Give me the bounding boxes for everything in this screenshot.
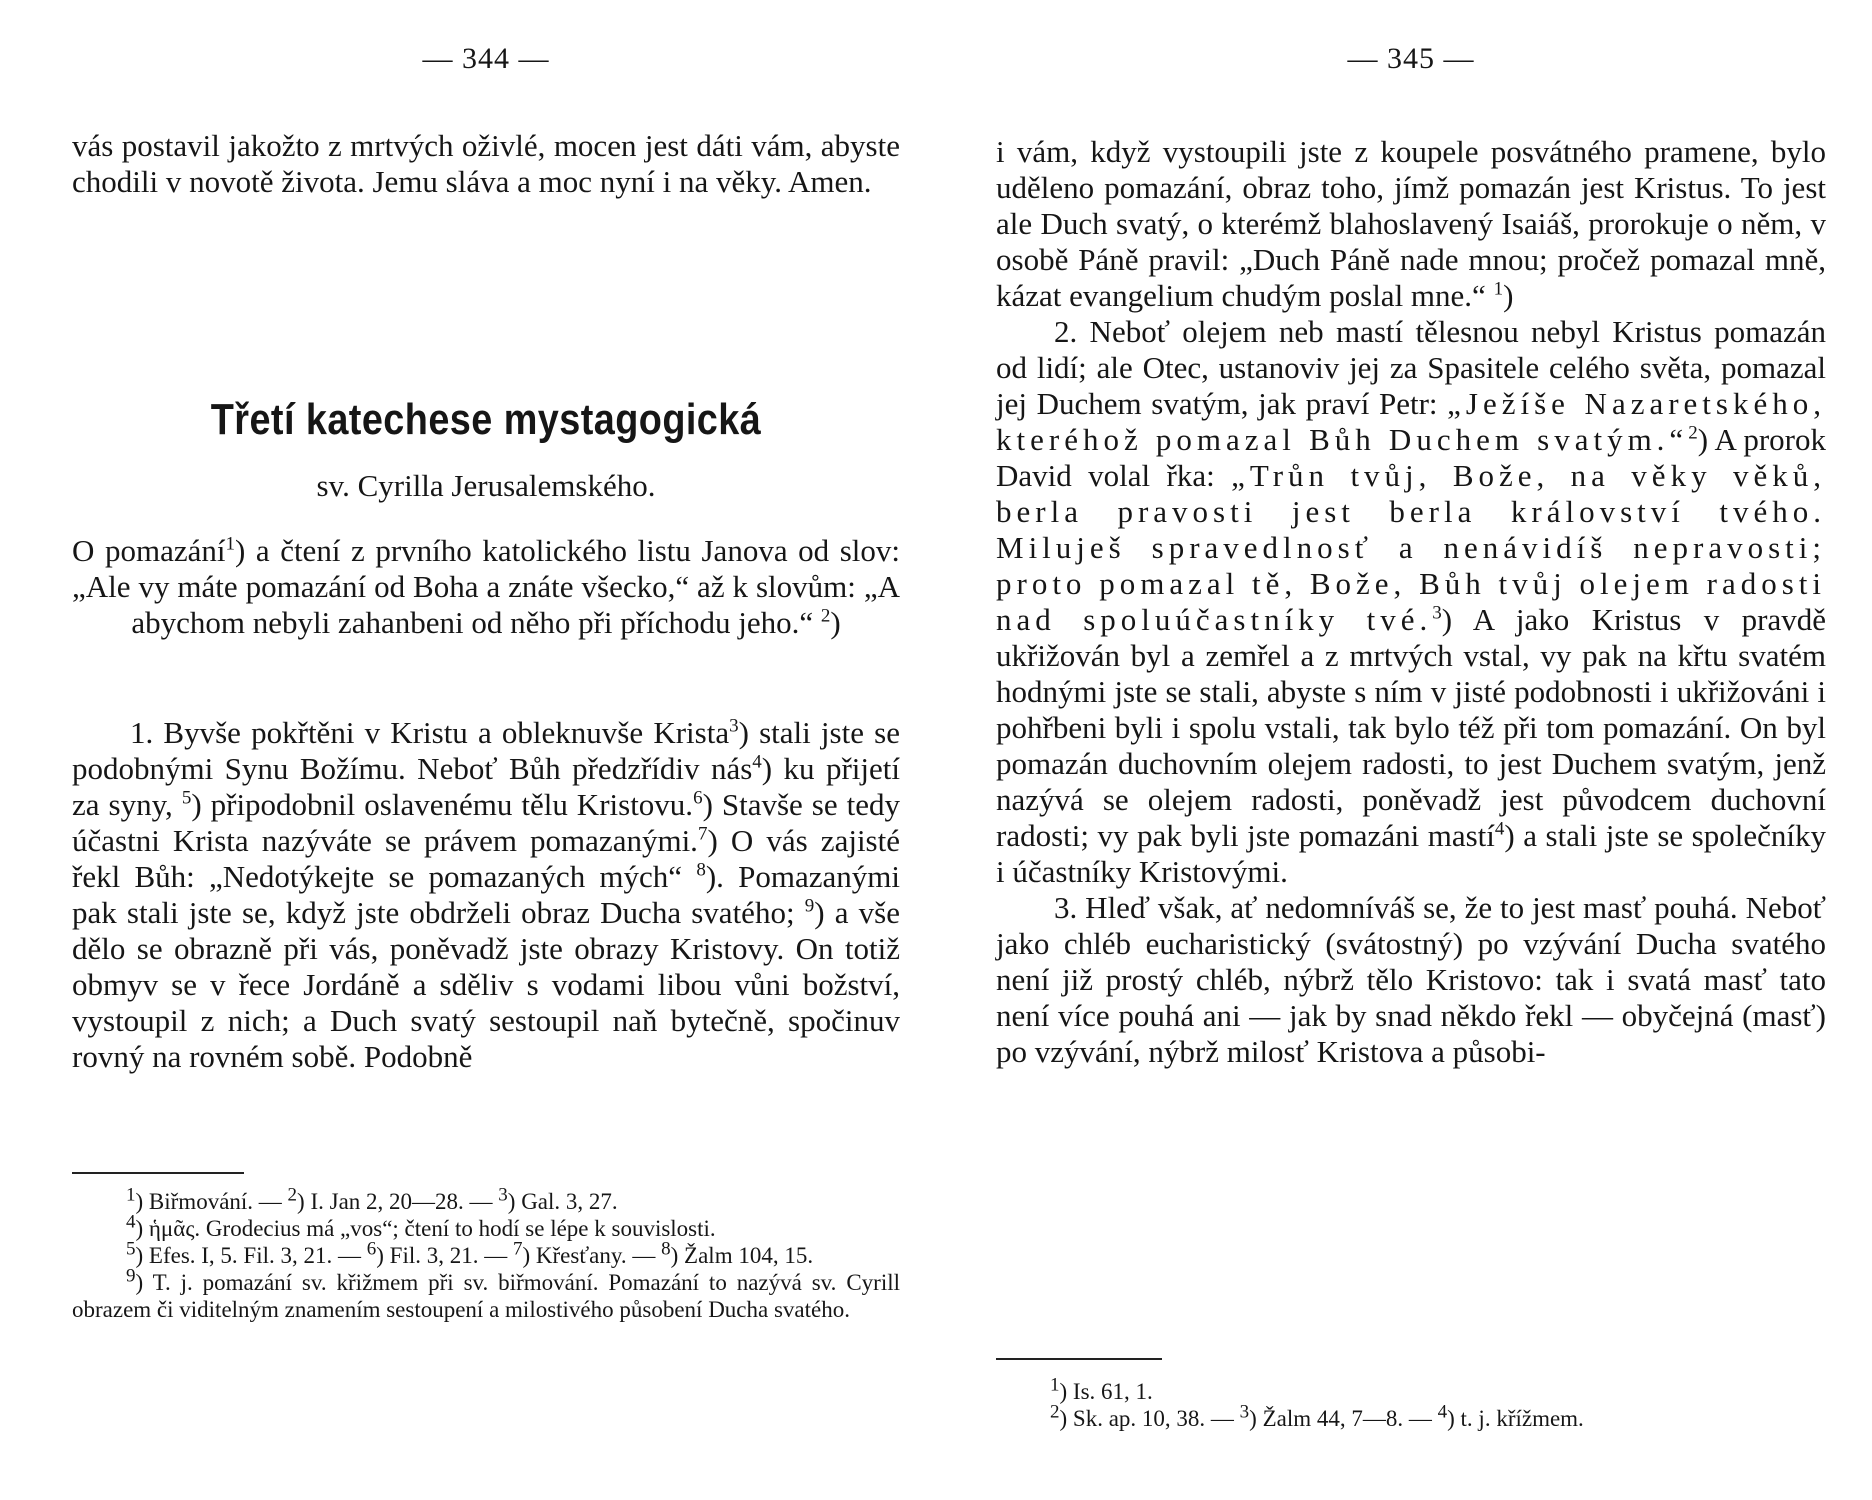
footnote-ref: 1 bbox=[1493, 278, 1504, 300]
page-number-left: — 344 — bbox=[422, 42, 550, 75]
footnote-text: ) t. j. křížmem. bbox=[1447, 1406, 1584, 1431]
footnote-text: ) Biřmování. — bbox=[135, 1189, 288, 1214]
p1-text-h: ) a vše dělo se obrazně při vás, poněvadž jste obrazy Kristovy. On totiž obmyv se v řece Jordáně a sděliv s vodami libou vůni božství, vystoupil z nich; a Duch svatý sestoupil naň bytečně, spočinuv rovný na rovném sobě. Podobně bbox=[72, 895, 900, 1074]
footnote-text: ) Sk. ap. 10, 38. — bbox=[1059, 1406, 1240, 1431]
footnote-ref: 4 bbox=[752, 751, 762, 773]
summary-text-a: O pomazání bbox=[72, 533, 226, 568]
footnote-ref: 8 bbox=[696, 859, 706, 881]
footnote-text: ) ἡμᾶς. Grodecius má „vos“; čtení to hodí se lépe k souvislosti. bbox=[135, 1216, 716, 1241]
footnote-marker: 9 bbox=[126, 1265, 136, 1287]
intro-paragraph bbox=[72, 128, 900, 200]
footnote-ref: 9 bbox=[804, 895, 815, 917]
footnote-marker: 8 bbox=[661, 1238, 671, 1260]
paragraph-3: 3. Hleď však, ať nedomníváš se, že to jest masť pouhá. Neboť jako chléb eucharistický (svátostný) po vzývání Ducha svatého není již prostý chléb, nýbrž tělo Kristovo: tak i svatá masť tato není více pouhá ani — jak by snad někdo řekl — obyčejná (masť) po vzývání, nýbrž milosť Kristova a působi- bbox=[996, 890, 1826, 1069]
paragraph-2 bbox=[996, 314, 1826, 890]
footnote-text: ) Gal. 3, 27. bbox=[507, 1189, 618, 1214]
summary-text-b: ) a čtení z prvního katolického listu Janova od slov: „Ale vy máte pomazání od Boha a znáte všecko,“ až k slovům: „A abychom nebyli zahanbeni od něho při příchodu jeho.“ bbox=[72, 533, 901, 640]
footnote-divider bbox=[72, 1172, 244, 1174]
p2-text-a: 2. Neboť olejem neb mastí tělesnou nebyl Kristus pomazán od lidí; ale Otec, ustanoviv jej za Spasitele celého světa, pomazal jej Duchem svatým, jak praví Petr: bbox=[996, 314, 1826, 421]
p1-text-c: ) ku přijetí za syny, bbox=[72, 751, 900, 822]
footnote bbox=[72, 1238, 900, 1269]
footnote bbox=[72, 1184, 900, 1215]
footnote-ref: 4 bbox=[1494, 818, 1505, 840]
footnote-marker: 1 bbox=[126, 1184, 136, 1206]
summary-text-c: ) bbox=[830, 605, 841, 640]
footnote-marker: 3 bbox=[498, 1184, 508, 1206]
paragraph-1-text bbox=[72, 715, 900, 1075]
summary-paragraph bbox=[72, 533, 900, 641]
footnote bbox=[996, 1374, 1826, 1405]
p2-text-d: ) a stali jste se společníky i účastníky Kristovými. bbox=[996, 818, 1826, 889]
footnote-ref: 5 bbox=[181, 787, 192, 809]
footnote-text: ) I. Jan 2, 20—28. — bbox=[297, 1189, 499, 1214]
footnotes-left bbox=[72, 1184, 900, 1323]
paragraph-1 bbox=[72, 715, 900, 1075]
footnote-marker: 4 bbox=[126, 1211, 136, 1233]
footnote-ref: 1 bbox=[225, 533, 235, 555]
p1-text-e: ) Stavše se tedy účastni Krista nazýváte se právem pomazanými. bbox=[72, 787, 900, 858]
footnote-marker: 6 bbox=[366, 1238, 377, 1260]
p1-text-b: ) stali jste se podobnými Synu Božímu. Neboť Bůh předzřídiv nás bbox=[72, 715, 900, 786]
footnote-divider bbox=[996, 1358, 1162, 1360]
footnote-ref: 3 bbox=[729, 715, 739, 737]
footnote-text: ) Žalm 44, 7—8. — bbox=[1249, 1406, 1438, 1431]
p2-quote-2: „Trůn tvůj, Bože, na věky věků, berla pravosti jest berla království tvého. Miluješ spravedlnosť a nenávidíš nepravosti; proto pomazal tě, Bože, Bůh tvůj olejem radosti nad spoluúčastníky tvé. bbox=[996, 458, 1826, 637]
footnote-text: ) T. j. pomazání sv. křižmem při sv. biřmování. Pomazání to nazývá sv. Cyrill obrazem či viditelným znamením sestoupení a milostivého působení Ducha svatého. bbox=[72, 1270, 900, 1322]
footnote-ref: 2 bbox=[1688, 422, 1698, 444]
footnote-marker: 2 bbox=[287, 1184, 298, 1206]
footnote-ref: 3 bbox=[1432, 602, 1442, 624]
footnote-text: ) Is. 61, 1. bbox=[1059, 1379, 1153, 1404]
footnote bbox=[72, 1211, 900, 1242]
p1-text-g: ). Pomazanými pak stali jste se, když jste obdrželi obraz Ducha svatého; bbox=[72, 859, 900, 930]
p1-text-f: ) O vás zajisté řekl Bůh: „Nedotýkejte se pomazaných mých“ bbox=[72, 823, 900, 894]
p1-text-d: ) připodobnil oslavenému tělu Kristovu. bbox=[191, 787, 694, 822]
footnote-text: ) Fil. 3, 21. — bbox=[376, 1243, 513, 1268]
left-page bbox=[72, 0, 900, 1500]
continuation-paragraph bbox=[996, 134, 1826, 314]
footnote-marker: 4 bbox=[1437, 1401, 1448, 1423]
footnote-text: ) Žalm 104, 15. bbox=[670, 1243, 814, 1268]
intro-text: vás postavil jakožto z mrtvých oživlé, mocen jest dáti vám, abyste chodili v novotě života. Jemu sláva a moc nyní i na věky. Amen. bbox=[72, 128, 900, 199]
page-number-right: — 345 — bbox=[1347, 42, 1475, 75]
footnote-marker: 2 bbox=[1050, 1401, 1060, 1423]
footnote-marker: 5 bbox=[126, 1238, 136, 1260]
p1-text-a: 1. Byvše pokřtěni v Kristu a obleknuvše Krista bbox=[130, 715, 730, 750]
footnote-ref: 2 bbox=[820, 605, 831, 627]
footnote-marker: 1 bbox=[1050, 1374, 1060, 1396]
chapter-summary bbox=[72, 533, 900, 641]
continuation-text-a: i vám, když vystoupili jste z koupele posvátného pramene, bylo uděleno pomazání, obraz toho, jímž pomazán jest Kristus. To jest ale Duch svatý, o kterémž blahoslavený Isaiáš, prorokuje o něm, v osobě Páně pravil: „Duch Páně nade mnou; pročež pomazal mně, kázat evangelium chudým poslal mne.“ bbox=[996, 134, 1826, 313]
continuation-text-b: ) bbox=[1503, 278, 1514, 313]
footnote bbox=[72, 1265, 900, 1323]
chapter-subtitle: sv. Cyrilla Jerusalemského. bbox=[316, 468, 656, 503]
footnote-marker: 7 bbox=[513, 1238, 523, 1260]
footnote bbox=[996, 1401, 1826, 1432]
right-page-body bbox=[996, 134, 1826, 1070]
p2-text-c: ) A jako Kristus v pravdě ukřižován byl a zemřel a z mrtvých vstal, vy pak na křtu svatém hodnými jste se stali, abyste s ním v jisté podobnosti i ukřižováni i pohřbeni byli i spolu vstali, tak bylo též při tom pomazání. On byl pomazán duchovním olejem radosti, to jest Duchem svatým, jenž nazývá se olejem radosti, poněvadž jest původcem duchovní radosti; vy pak byli jste pomazáni mastí bbox=[996, 602, 1826, 853]
footnotes-right bbox=[996, 1374, 1826, 1432]
footnote-text: ) Efes. I, 5. Fil. 3, 21. — bbox=[135, 1243, 367, 1268]
chapter-title: Třetí katechese mystagogická bbox=[210, 395, 762, 444]
footnote-ref: 6 bbox=[693, 787, 703, 809]
right-page bbox=[996, 0, 1826, 1500]
p2-text-b: ) A prorok David volal řka: bbox=[996, 422, 1826, 493]
footnote-text: ) Křesťany. — bbox=[522, 1243, 662, 1268]
footnote-ref: 7 bbox=[697, 823, 708, 845]
footnote-marker: 3 bbox=[1239, 1401, 1250, 1423]
p2-quote-1: „Ježíše Nazaretského, kteréhož pomazal Bůh Duchem svatým.“ bbox=[996, 386, 1826, 457]
